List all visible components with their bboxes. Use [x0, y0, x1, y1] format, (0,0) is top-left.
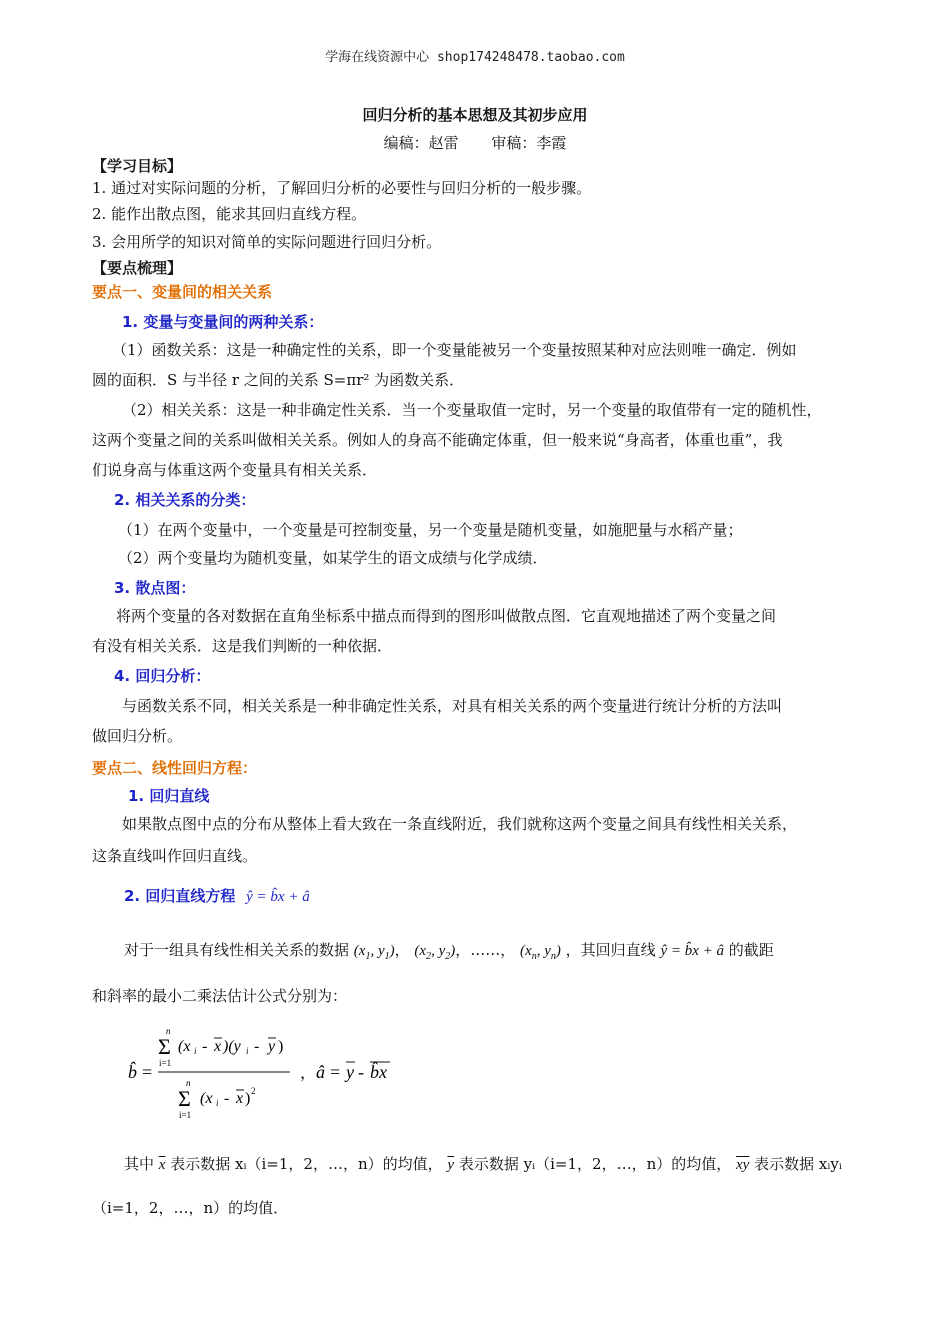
paragraph-line: （i=1，2，…，n）的均值． [92, 1199, 289, 1217]
svg-text:-: - [202, 1038, 208, 1055]
paragraph-line: （1）在两个变量中，一个变量是可控制变量，另一个变量是随机变量，如施肥量与水稻产量； [118, 521, 743, 539]
point2-sub2-heading-row [124, 886, 310, 907]
paragraph-line: 做回归分析。 [92, 727, 183, 745]
svg-text:â: â [316, 1062, 325, 1082]
svg-text:(x: (x [200, 1090, 213, 1107]
svg-text:n: n [186, 1078, 191, 1088]
point1-sub3-heading: 3. 散点图： [114, 579, 196, 597]
paragraph-line: 有没有相关关系．这是我们判断的一种依据． [92, 637, 393, 655]
paragraph-line: 与函数关系不同，相关关系是一种非确定性关系，对具有相关关系的两个变量进行统计分析的方法叫 [122, 697, 783, 715]
sentence-text: 对于一组具有线性相关关系的数据 [124, 941, 350, 959]
svg-text:-: - [254, 1038, 260, 1055]
paragraph-line: （2）相关关系：这是一种非确定性关系．当一个变量取值一定时，另一个变量的取值带有一定的随机性， [122, 401, 822, 419]
sentence-text: 的截距 [728, 941, 774, 959]
goals-heading: 【学习目标】 [92, 157, 183, 175]
svg-text:i: i [246, 1046, 249, 1056]
svg-text:=: = [330, 1062, 341, 1082]
point2-sub2-heading: 2. 回归直线方程 [124, 887, 236, 905]
least-squares-formula [128, 1024, 448, 1124]
svg-text:n: n [166, 1026, 171, 1036]
paragraph-line: 这两个变量之间的关系叫做相关关系。例如人的身高不能确定体重，但一般来说“身高者，体重也重”，我 [92, 431, 783, 449]
svg-text:): ) [245, 1090, 251, 1107]
goal-item: 3. 会用所学的知识对简单的实际问题进行回归分析。 [92, 233, 442, 251]
svg-text:x: x [214, 1038, 222, 1055]
page-header: 学海在线资源中心 shop174248478.taobao.com [325, 50, 625, 65]
paragraph-line: 和斜率的最小二乘法估计公式分别为： [92, 987, 348, 1005]
point1-sub1-heading: 1. 变量与变量间的两种关系： [122, 313, 324, 331]
goal-item: 1. 通过对实际问题的分析，了解回归分析的必要性与回归分析的一般步骤。 [92, 179, 592, 197]
point1-sub4-heading: 4. 回归分析： [114, 667, 211, 685]
svg-text:-: - [358, 1062, 364, 1082]
svg-text:-: - [224, 1090, 230, 1107]
svg-text:Σ: Σ [158, 1034, 171, 1059]
note-text: 表示数据 yᵢ（i=1，2，…，n）的均值， [458, 1155, 732, 1173]
paragraph-line: （2）两个变量均为随机变量，如某学生的语文成绩与化学成绩． [118, 549, 548, 567]
svg-text:=: = [142, 1062, 153, 1082]
svg-text:): ) [278, 1038, 284, 1055]
goal-item: 2. 能作出散点图，能求其回归直线方程。 [92, 205, 367, 223]
svg-text:，: ， [300, 1065, 317, 1082]
svg-text:y: y [268, 1038, 276, 1055]
point1-heading: 要点一、变量间的相关关系 [92, 283, 273, 301]
reviewer: 审稿：李霞 [491, 134, 567, 152]
paragraph-line: （1）函数关系：这是一种确定性的关系，即一个变量能被另一个变量按照某种对应法则唯一确定．例如 [112, 341, 797, 359]
note-text: 其中 [124, 1155, 155, 1173]
svg-text:y: y [346, 1062, 354, 1082]
svg-text:b̂: b̂ [128, 1062, 137, 1082]
editor: 编稿：赵雷 [383, 134, 459, 152]
authors [0, 132, 950, 153]
point2-sub1-heading: 1. 回归直线 [128, 787, 210, 805]
data-sentence: 对于一组具有线性相关关系的数据 ($x_1$, $y_1$)， ($x_2$, $y_2$)，……， ($x_n$, $y_n$) ，其回归直线 ŷ = b̂x + â 的截距 [124, 941, 774, 962]
svg-text:i=1: i=1 [159, 1058, 172, 1068]
svg-text:2: 2 [251, 1086, 256, 1096]
paragraph-line: 圆的面积．S 与半径 r 之间的关系 S=πr² 为函数关系． [92, 371, 465, 389]
svg-text:x: x [236, 1090, 244, 1107]
points-heading: 【要点梳理】 [92, 259, 183, 277]
mean-note-line: 其中 $\overline{x}$ 表示数据 xᵢ（i=1，2，…，n）的均值， $\overline{y}$ 表示数据 yᵢ（i=1，2，…，n）的均值， $\overline{xy}$ 表示数据 xᵢyᵢ [124, 1155, 842, 1173]
paragraph-line: 这条直线叫作回归直线。 [92, 847, 258, 865]
regression-equation: ŷ = b̂x + â [246, 889, 310, 905]
svg-text:i: i [216, 1098, 219, 1108]
svg-text:(x: (x [178, 1038, 191, 1055]
svg-text:i=1: i=1 [179, 1110, 192, 1120]
svg-text:b̂x: b̂x [370, 1062, 387, 1082]
point2-heading: 要点二、线性回归方程： [92, 759, 258, 777]
paragraph-line: 将两个变量的各对数据在直角坐标系中描点而得到的图形叫做散点图．它直观地描述了两个变量之间 [116, 607, 777, 625]
note-text: 表示数据 xᵢ（i=1，2，…，n）的均值， [170, 1155, 443, 1173]
paragraph-line: 们说身高与体重这两个变量具有相关关系． [92, 461, 378, 479]
svg-text:)(y: )(y [223, 1038, 241, 1055]
sentence-text: ，其回归直线 [565, 941, 656, 959]
point1-sub2-heading: 2. 相关关系的分类： [114, 491, 256, 509]
paragraph-line: 如果散点图中点的分布从整体上看大致在一条直线附近，我们就称这两个变量之间具有线性相关关系， [122, 815, 798, 833]
note-text: 表示数据 xᵢyᵢ [754, 1155, 842, 1173]
page-title: 回归分析的基本思想及其初步应用 [362, 106, 588, 124]
svg-text:i: i [194, 1046, 197, 1056]
svg-text:Σ: Σ [178, 1086, 191, 1111]
